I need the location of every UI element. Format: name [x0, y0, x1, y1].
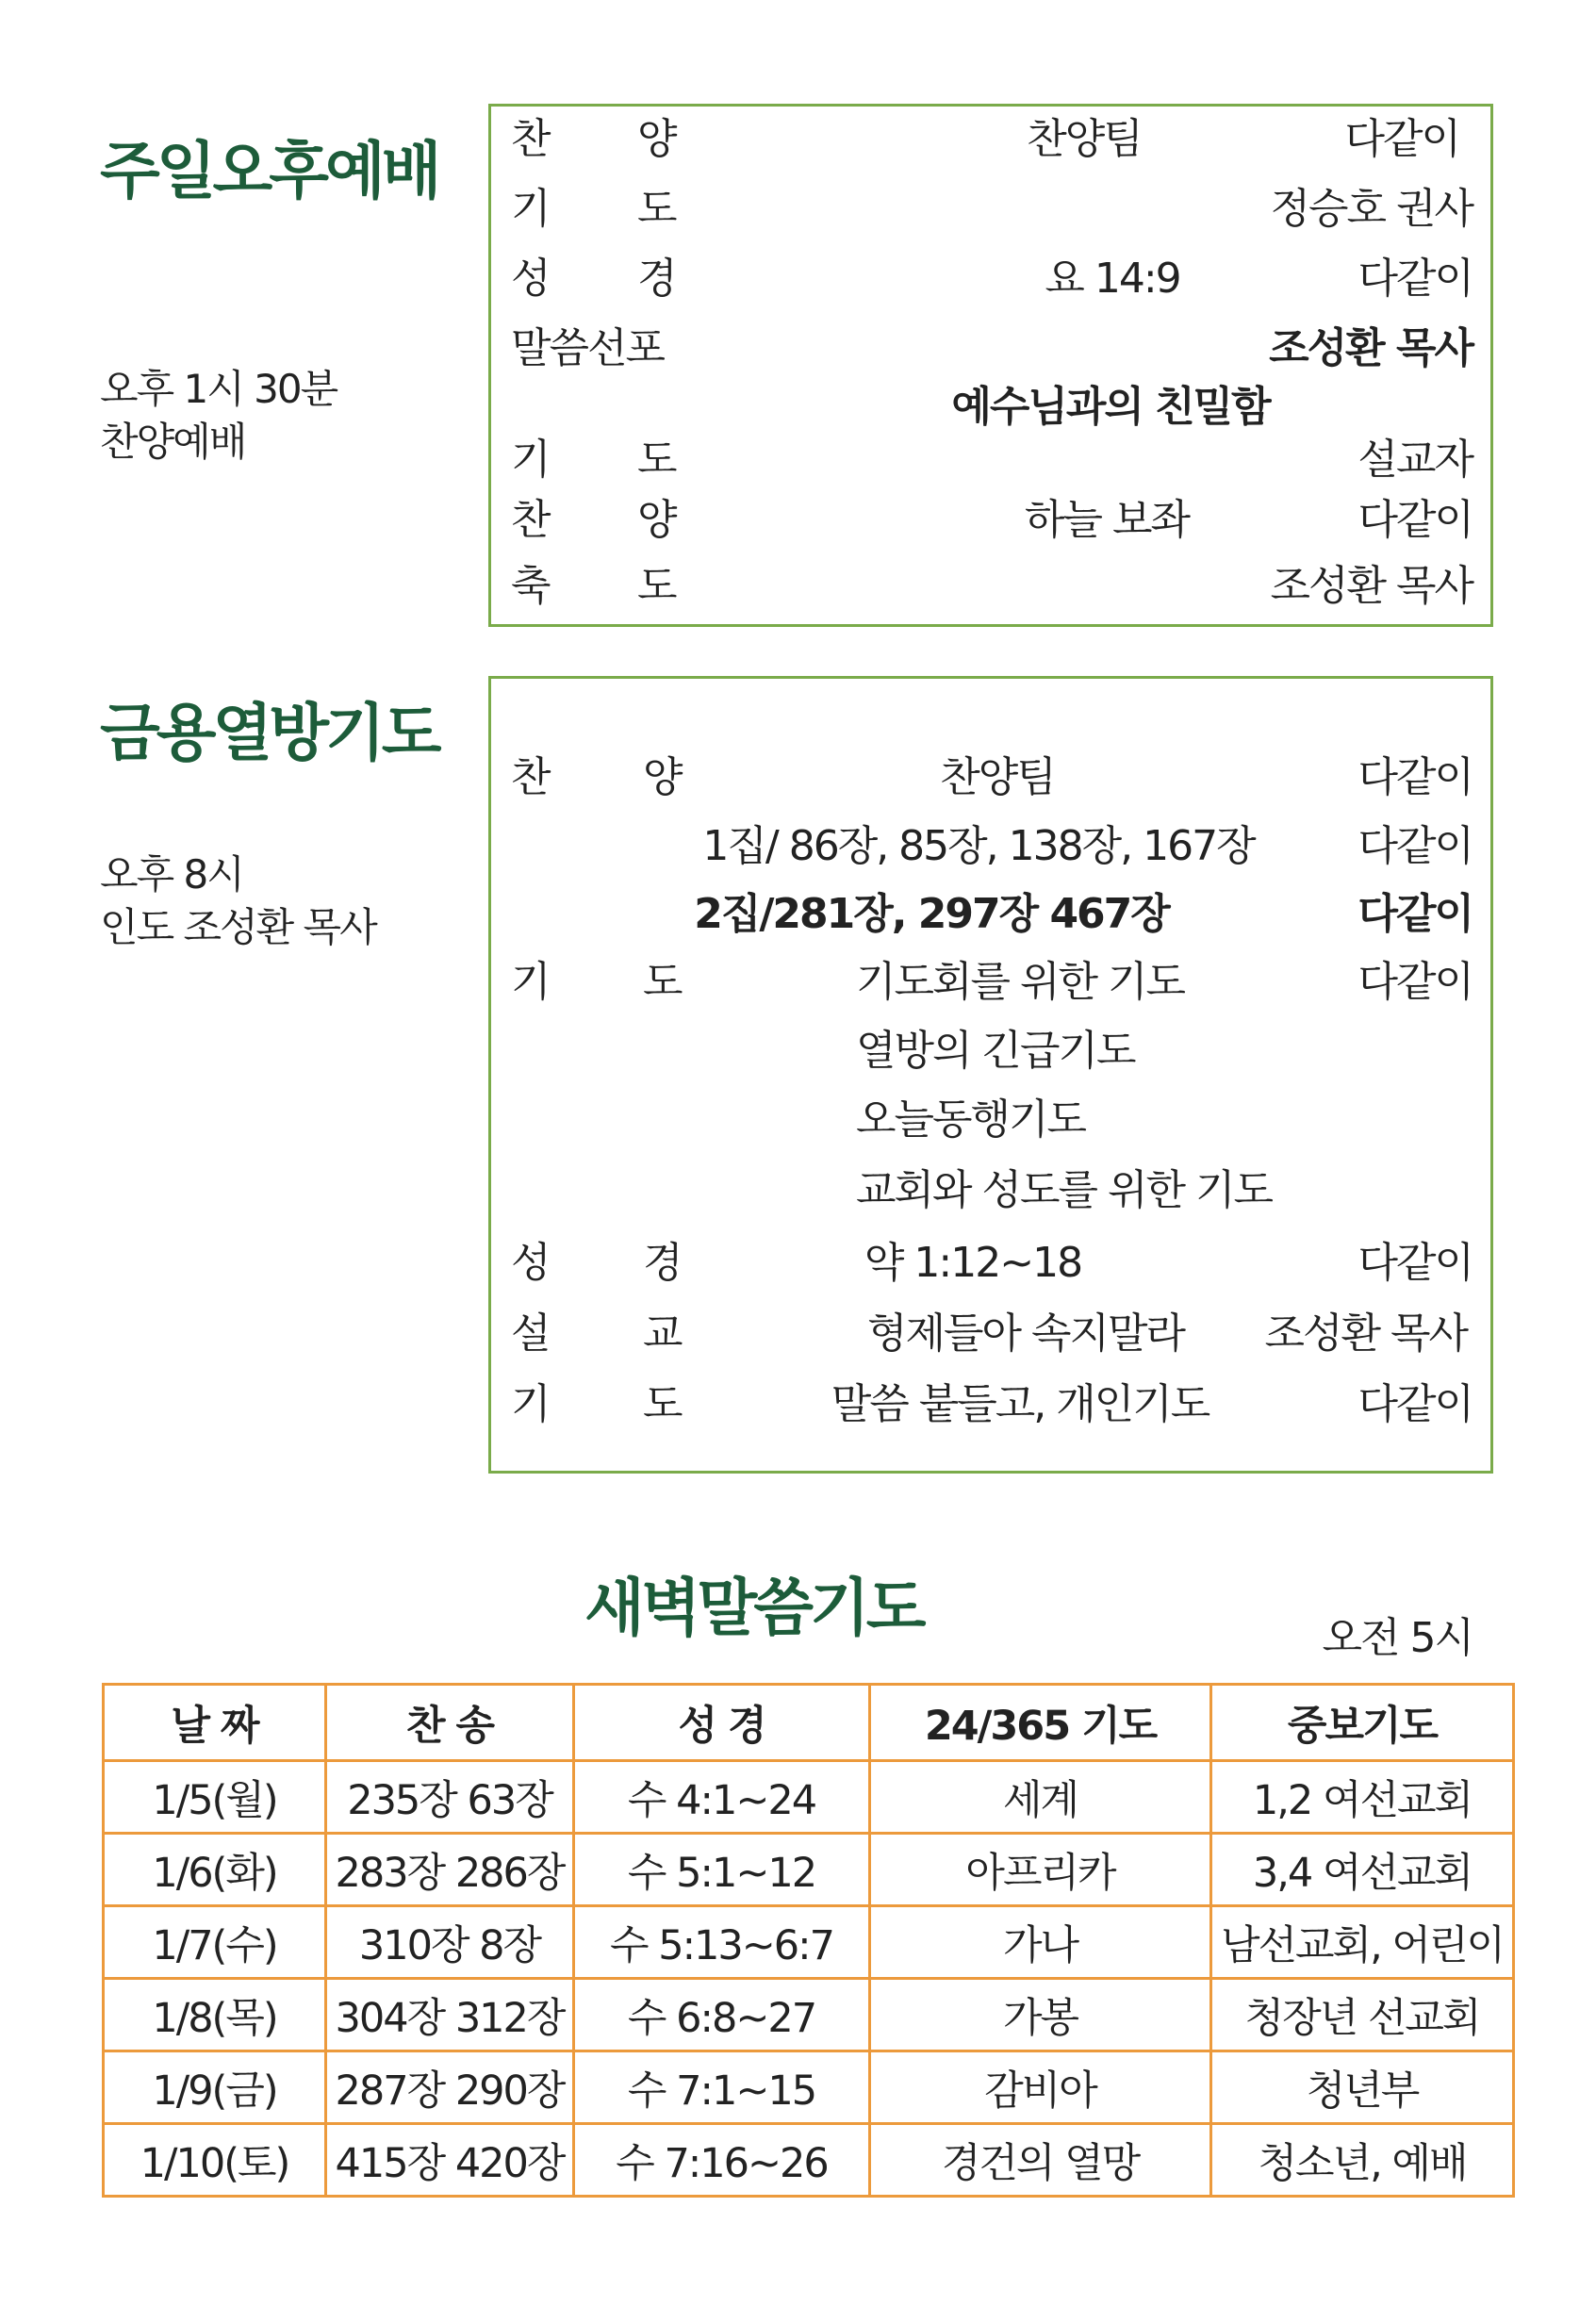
table-row [104, 1906, 1514, 1979]
cell-scripture: 수 7:16~26 [574, 2124, 870, 2197]
cell-hymn: 304장 312장 [326, 1979, 574, 2051]
order-label-1: 찬 [511, 496, 550, 544]
order-label-1: 성 [511, 255, 550, 303]
cell-date: 1/10(토) [104, 2124, 326, 2197]
order-label-sermon: 말씀선포 [511, 324, 665, 372]
sunday-info [100, 363, 337, 469]
sunday-subtitle: 찬양예배 [100, 419, 246, 465]
order-person: 다같이 [1357, 822, 1473, 870]
order-person: 설교자 [1357, 436, 1473, 484]
cell-scripture: 수 5:1~12 [574, 1834, 870, 1906]
prayer-item: 오늘동행기도 [856, 1095, 1086, 1144]
cell-intercession: 1,2 여선교회 [1211, 1761, 1514, 1834]
header-scripture: 성 경 [574, 1685, 870, 1761]
order-person: 다같이 [1357, 496, 1473, 544]
order-detail: 하늘 보좌 [1024, 496, 1190, 544]
dawn-schedule-table [102, 1683, 1515, 2198]
order-detail: 형제들아 속지말라 [866, 1309, 1185, 1358]
cell-intercession: 청소년, 예배 [1211, 2124, 1514, 2197]
order-detail: 찬양팀 [940, 753, 1055, 801]
table-row [104, 1834, 1514, 1906]
hymn-list-2: 2집/281장, 297장 467장 [694, 890, 1169, 938]
sunday-time: 오후 1시 30분 [100, 366, 337, 412]
table-row [104, 1761, 1514, 1834]
order-label-2: 경 [643, 1239, 682, 1287]
friday-time: 오후 8시 [100, 851, 243, 898]
order-detail: 약 1:12~18 [864, 1239, 1082, 1287]
header-hymn: 찬 송 [326, 1685, 574, 1761]
cell-prayer: 세계 [870, 1761, 1211, 1834]
order-label-2: 도 [643, 1380, 682, 1428]
order-label-1: 설 [511, 1309, 550, 1358]
order-person: 다같이 [1357, 1380, 1473, 1428]
table-row [104, 1979, 1514, 2051]
cell-hymn: 283장 286장 [326, 1834, 574, 1906]
cell-date: 1/5(월) [104, 1761, 326, 1834]
cell-prayer: 경건의 열망 [870, 2124, 1211, 2197]
dawn-time: 오전 5시 [1322, 1614, 1473, 1662]
order-detail: 요 14:9 [1045, 255, 1180, 303]
order-detail: 말씀 붙들고, 개인기도 [831, 1380, 1209, 1428]
sermon-title: 예수님과의 친밀함 [951, 383, 1270, 431]
order-label-2: 도 [637, 185, 676, 233]
hymn-list-1: 1집/ 86장, 85장, 138장, 167장 [702, 822, 1255, 870]
cell-scripture: 수 6:8~27 [574, 1979, 870, 2051]
order-label-1: 축 [511, 562, 550, 610]
header-intercession: 중보기도 [1211, 1685, 1514, 1761]
order-person: 조성환 목사 [1270, 562, 1473, 610]
friday-info [100, 848, 376, 954]
order-person: 다같이 [1357, 255, 1473, 303]
cell-hymn: 310장 8장 [326, 1906, 574, 1979]
order-label-1: 기 [511, 436, 550, 484]
order-person: 다같이 [1344, 115, 1459, 163]
cell-date: 1/6(화) [104, 1834, 326, 1906]
order-person: 다같이 [1357, 753, 1473, 801]
order-label-1: 기 [511, 185, 550, 233]
table-header-row [104, 1685, 1514, 1761]
preacher: 조성환 목사 [1269, 324, 1473, 372]
dawn-title: 새벽말씀기도 [584, 1572, 923, 1644]
prayer-item: 열방의 긴급기도 [856, 1027, 1135, 1075]
order-label-1: 성 [511, 1239, 550, 1287]
order-label-1: 찬 [511, 115, 550, 163]
order-label-2: 경 [637, 255, 676, 303]
cell-prayer: 가나 [870, 1906, 1211, 1979]
header-date: 날 짜 [104, 1685, 326, 1761]
order-person: 다같이 [1357, 1239, 1473, 1287]
cell-prayer: 감비아 [870, 2051, 1211, 2124]
order-label-2: 도 [637, 436, 676, 484]
order-label-2: 교 [643, 1309, 682, 1358]
cell-prayer: 가봉 [870, 1979, 1211, 2051]
cell-hymn: 415장 420장 [326, 2124, 574, 2197]
cell-scripture: 수 4:1~24 [574, 1761, 870, 1834]
header-prayer-2436: 24/365 기도 [870, 1685, 1211, 1761]
order-person: 정승호 권사 [1270, 185, 1473, 233]
order-label-2: 양 [637, 496, 676, 544]
table-row [104, 2124, 1514, 2197]
cell-date: 1/7(수) [104, 1906, 326, 1979]
cell-scripture: 수 7:1~15 [574, 2051, 870, 2124]
order-label-2: 양 [637, 115, 676, 163]
order-person: 조성환 목사 [1264, 1309, 1467, 1358]
cell-date: 1/9(금) [104, 2051, 326, 2124]
cell-hymn: 235장 63장 [326, 1761, 574, 1834]
cell-date: 1/8(목) [104, 1979, 326, 2051]
order-person: 다같이 [1357, 958, 1473, 1006]
friday-leader: 인도 조성환 목사 [100, 904, 376, 950]
order-label-1: 기 [511, 958, 550, 1006]
order-detail: 찬양팀 [1027, 115, 1142, 163]
cell-intercession: 청년부 [1211, 2051, 1514, 2124]
cell-hymn: 287장 290장 [326, 2051, 574, 2124]
sunday-title: 주일오후예배 [100, 135, 438, 207]
cell-prayer: 아프리카 [870, 1834, 1211, 1906]
cell-intercession: 청장년 선교회 [1211, 1979, 1514, 2051]
friday-title: 금용열방기도 [100, 697, 438, 769]
cell-intercession: 남선교회, 어린이 [1211, 1906, 1514, 1979]
order-label-2: 도 [643, 958, 682, 1006]
table-row [104, 2051, 1514, 2124]
order-label-2: 양 [643, 753, 682, 801]
cell-scripture: 수 5:13~6:7 [574, 1906, 870, 1979]
order-label-1: 찬 [511, 753, 550, 801]
order-person: 다같이 [1357, 890, 1473, 938]
prayer-item: 교회와 성도를 위한 기도 [856, 1166, 1272, 1214]
cell-intercession: 3,4 여선교회 [1211, 1834, 1514, 1906]
order-label-1: 기 [511, 1380, 550, 1428]
prayer-item: 기도회를 위한 기도 [856, 958, 1185, 1006]
order-label-2: 도 [637, 562, 676, 610]
